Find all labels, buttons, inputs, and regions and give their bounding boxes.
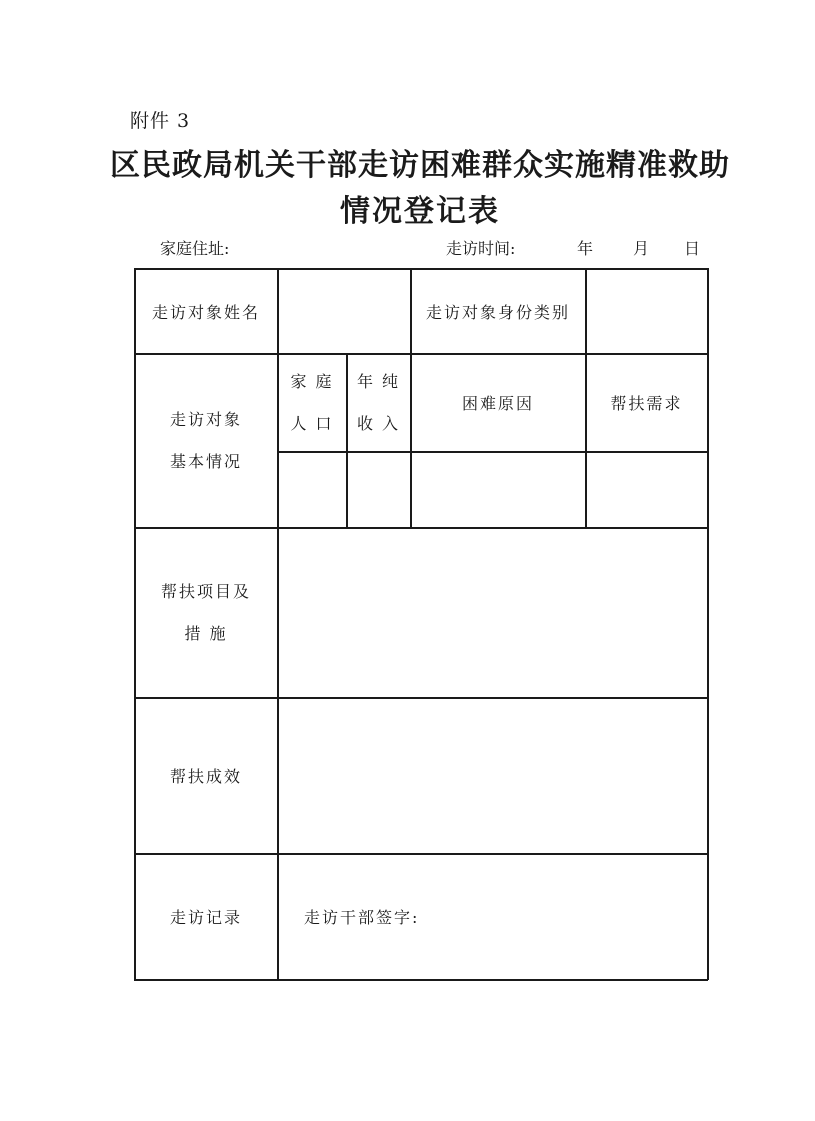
visitee-name-field[interactable] (278, 269, 410, 353)
difficulty-reason-label: 困难原因 (461, 394, 534, 413)
annual-income-line2: 收 入 (356, 413, 401, 433)
visit-record-label: 走访记录 (169, 908, 242, 927)
year-label: 年 (577, 239, 594, 258)
difficulty-reason-field[interactable] (411, 452, 585, 527)
household-size-label (278, 354, 346, 451)
form-title-line2: 情况登记表 (340, 194, 500, 229)
table-border-right (707, 268, 709, 980)
assistance-projects-label (135, 528, 277, 697)
basic-info-label (135, 354, 277, 527)
basic-info-label-line1: 走访对象 (169, 409, 242, 429)
attachment-label: 附件 3 (130, 110, 191, 132)
visit-record-field[interactable] (278, 854, 707, 979)
assistance-projects-field[interactable] (278, 528, 707, 697)
address-label: 家庭住址: (160, 239, 230, 258)
visit-time-label: 走访时间: (446, 239, 516, 258)
day-label: 日 (684, 239, 701, 258)
visitee-name-label: 走访对象姓名 (151, 302, 260, 322)
form-title-line1: 区民政局机关干部走访困难群众实施精准救助 (110, 148, 730, 183)
assistance-results-label: 帮扶成效 (169, 767, 242, 786)
assistance-results-field[interactable] (278, 698, 707, 853)
table-border-bottom (134, 979, 708, 981)
assistance-needs-label: 帮扶需求 (610, 394, 683, 413)
visitee-identity-type-field[interactable] (586, 269, 707, 353)
household-size-field[interactable] (278, 452, 346, 527)
month-label: 月 (633, 239, 650, 258)
visitee-identity-type-label: 走访对象身份类别 (425, 302, 570, 322)
annual-income-line1: 年 纯 (356, 371, 401, 391)
household-size-line1: 家 庭 (290, 371, 334, 391)
annual-net-income-label (347, 354, 410, 451)
assistance-projects-line1: 帮扶项目及 (160, 581, 251, 601)
household-size-line2: 人 口 (290, 413, 334, 433)
assistance-projects-line2: 措 施 (184, 623, 228, 643)
assistance-needs-field[interactable] (586, 452, 707, 527)
cadre-signature-label: 走访干部签字: (304, 908, 420, 927)
annual-net-income-field[interactable] (347, 452, 410, 527)
basic-info-label-line2: 基本情况 (169, 451, 242, 471)
